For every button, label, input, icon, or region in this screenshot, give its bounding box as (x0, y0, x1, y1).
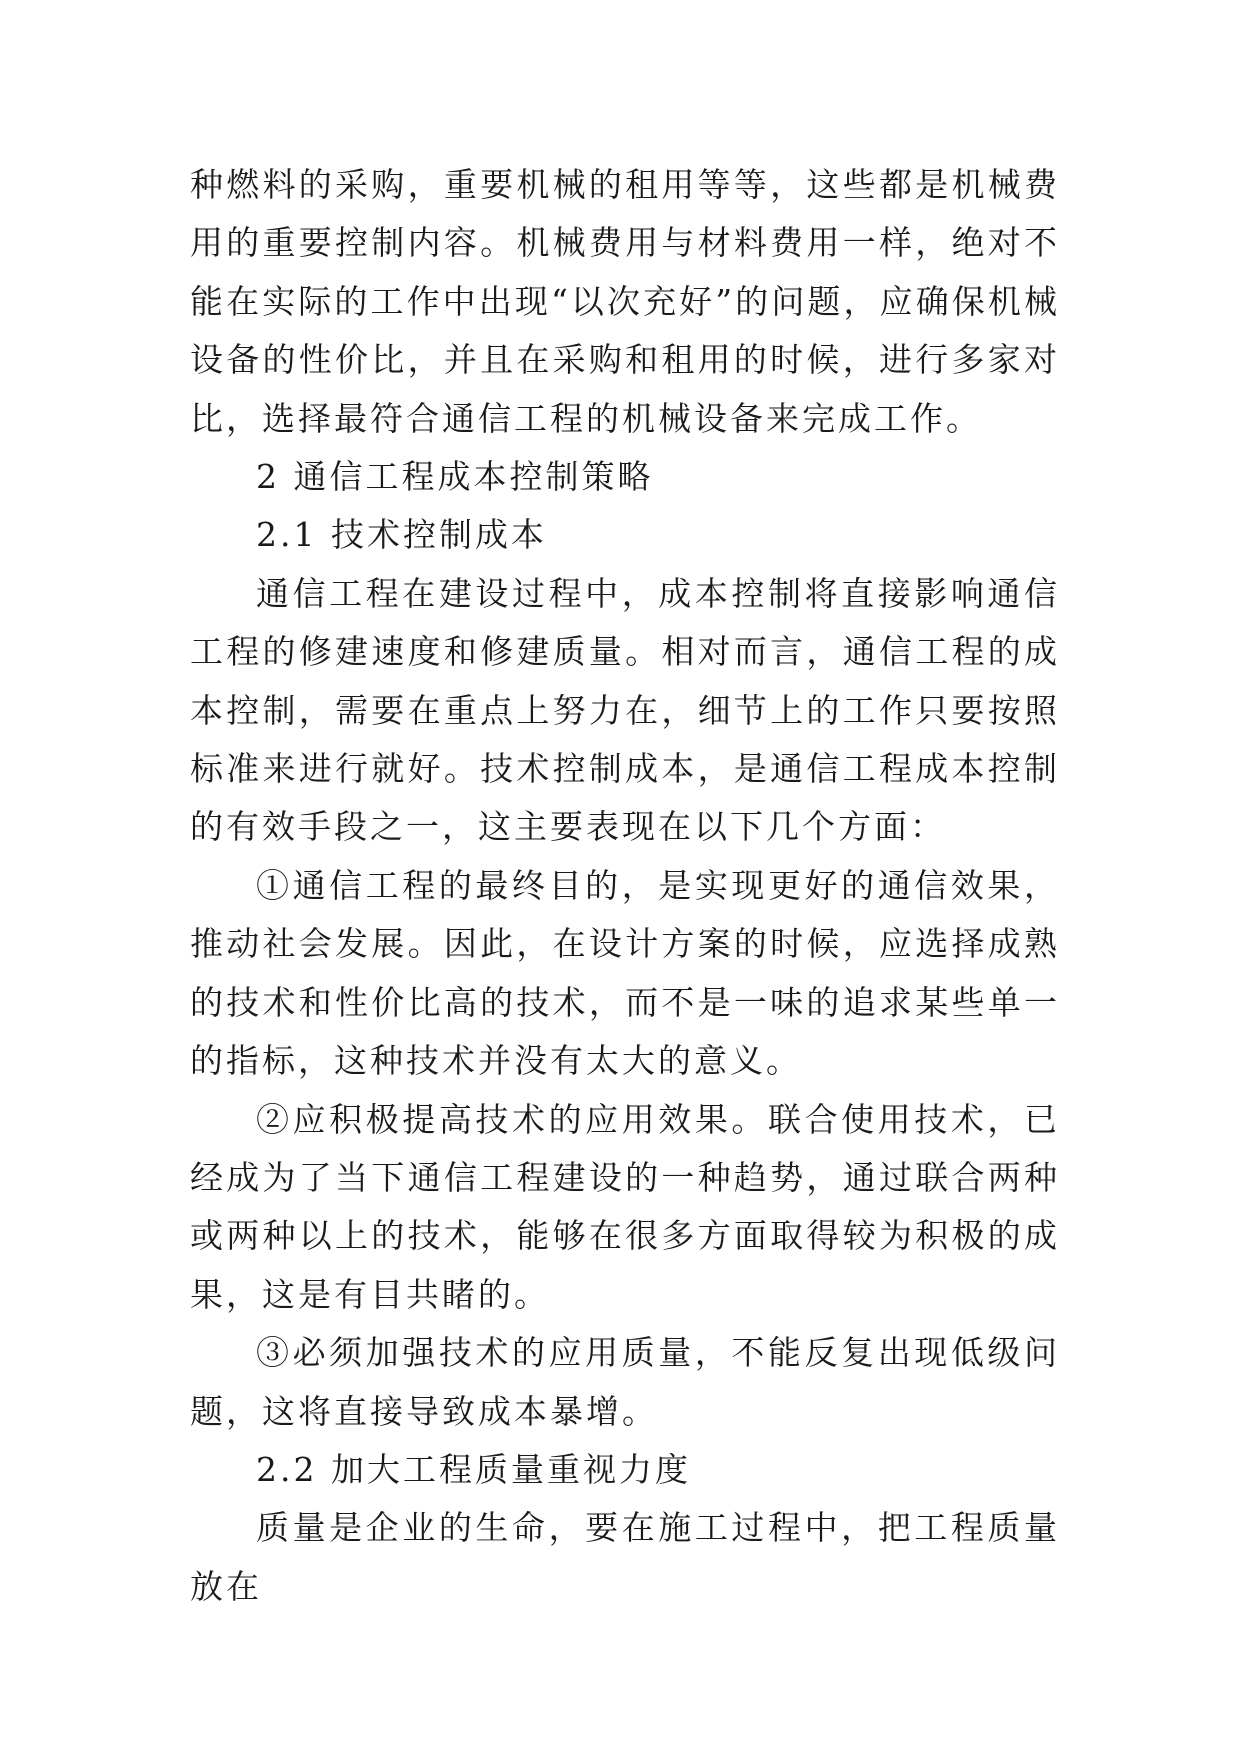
paragraph-point-2: ②应积极提高技术的应用效果。联合使用技术，已经成为了当下通信工程建设的一种趋势，通过联合两种或两种以上的技术，能够在很多方面取得较为积极的成果，这是有目共睹的。 (190, 1099, 1060, 1314)
paragraph-machinery-cost: 种燃料的采购，重要机械的租用等等，这些都是机械费用的重要控制内容。机械费用与材料费用一样，绝对不能在实际的工作中出现“以次充好”的问题，应确保机械设备的性价比，并且在采购和租用的时候，进行多家对比，选择最符合通信工程的机械设备来完成工作。 (190, 165, 1060, 438)
document-body (190, 156, 1060, 1616)
section-heading-2-2: 2.2 加大工程质量重视力度 (256, 1449, 691, 1489)
section-heading-2: 2 通信工程成本控制策略 (256, 457, 654, 497)
paragraph-point-1: ①通信工程的最终目的，是实现更好的通信效果，推动社会发展。因此，在设计方案的时候，应选择成熟的技术和性价比高的技术，而不是一味的追求某些单一的指标，这种技术并没有太大的意义。 (190, 865, 1060, 1081)
paragraph-technology-cost-intro: 通信工程在建设过程中，成本控制将直接影响通信工程的修建速度和修建质量。相对而言，通信工程的成本控制，需要在重点上努力在，细节上的工作只要按照标准来进行就好。技术控制成本，是通信工程成本控制的有效手段之一，这主要表现在以下几个方面： (190, 573, 1060, 847)
paragraph-quality: 质量是企业的生命，要在施工过程中，把工程质量放在 (190, 1508, 1060, 1606)
paragraph-point-3: ③必须加强技术的应用质量，不能反复出现低级问题，这将直接导致成本暴增。 (190, 1333, 1060, 1431)
section-heading-2-1: 2.1 技术控制成本 (256, 515, 547, 555)
